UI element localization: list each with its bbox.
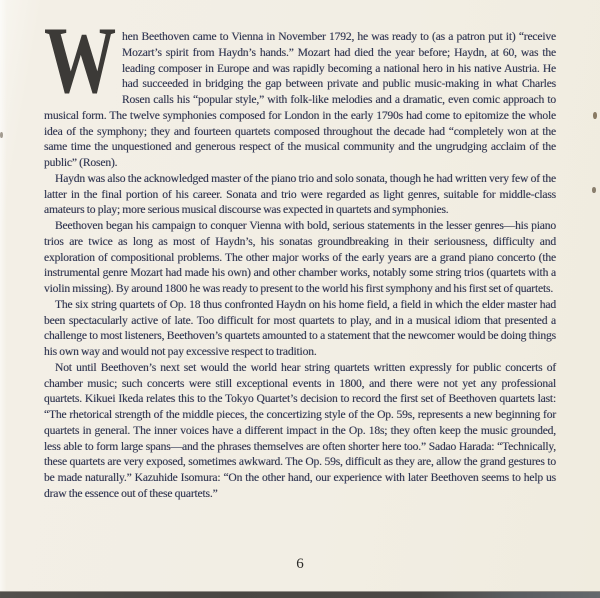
paragraph-text: Haydn was also the acknowledged master of the piano trio and solo sonata, though he had written very few of the latter in the final portion of his career. Sonata and trio were regarded as light genres, suitable for middle-class amateurs to play; more serious musical discourse was expected in quartets and symphonies. — [44, 171, 556, 217]
scan-speck — [593, 112, 597, 119]
paragraph-text: hen Beethoven came to Vienna in November 1792, he was ready to (as a patron put it) “receive Mozart’s spirit from Haydn’s hands.” Mozart had died the year before; Haydn, at 60, was the leading composer in Europe and was rapidly becoming a national hero in his native Austria. He had succeeded in bridging the gap between private and public music-making in what Charles Rosen calls his “popular style,” with folk-like melodies and a dramatic, even comic approach to musical form. The twelve symphonies composed for London in the early 1790s had come to epitomize the whole idea of the symphony; they and fourteen quartets composed throughout the decade had “completely won at the same time the unquestioned and generous respect of the musical community and the ungrudging acclaim of the public” (Rosen). — [44, 30, 556, 169]
page-number: 6 — [296, 556, 304, 572]
body-paragraph — [44, 171, 556, 218]
body-paragraph — [44, 7, 556, 171]
scan-speck — [0, 132, 3, 138]
body-paragraph — [44, 297, 556, 360]
page-bottom-scan-bar — [0, 591, 600, 598]
body-paragraph — [44, 218, 556, 297]
paragraph-text: Not until Beethoven’s next set would the world hear string quartets written expressly for public concerts of chamber music; such concerts were still exceptional events in 1800, and there were not yet any professional quartets. Kikuei Ikeda relates this to the Tokyo Quartet’s decision to record the first set of Beethoven quartets last: “The rhetorical strength of the middle pieces, the concertizing style of the Op. 59s, represents a new beginning for quartets in general. The inner voices have a different impact in the Op. 18s; they often keep the music grounded, less able to form large spans—and the phrases themselves are often shorter here too.” Sadao Harada: “Technically, these quartets are very exposed, sometimes awkward. The Op. 59s, difficult as they are, allow the grand gestures to be made naturally.” Kazuhide Isomura: “On the other hand, our experience with later Beethoven seems to help us draw the essence out of these quartets.” — [44, 360, 556, 500]
paragraph-text: Beethoven began his campaign to conquer Vienna with bold, serious statements in the lesser genres—his piano trios are twice as long as most of Haydn’s, his sonatas groundbreaking in their seriousness, difficulty and exploration of compositional problems. The other major works of the early years are a grand piano concerto (the instrumental genre Mozart had made his own) and other chamber works, notably some string trios (quartets with a violin missing). By around 1800 he was ready to present to the world his first symphony and his first set of quartets. — [44, 219, 556, 295]
scan-speck — [592, 187, 596, 193]
liner-notes-text — [44, 7, 556, 502]
paragraph-text: The six string quartets of Op. 18 thus confronted Haydn on his home field, a field in which the elder master had been spectacularly active of late. Too difficult for most quartets to play, and in a musical idiom that presented a challenge to most listeners, Beethoven’s quartets amounted to a statement that the newcomer would be doing things his own way and would not pay excessive respect to tradition. — [44, 297, 556, 358]
drop-cap-letter: W — [44, 7, 117, 113]
body-paragraph — [44, 360, 556, 502]
